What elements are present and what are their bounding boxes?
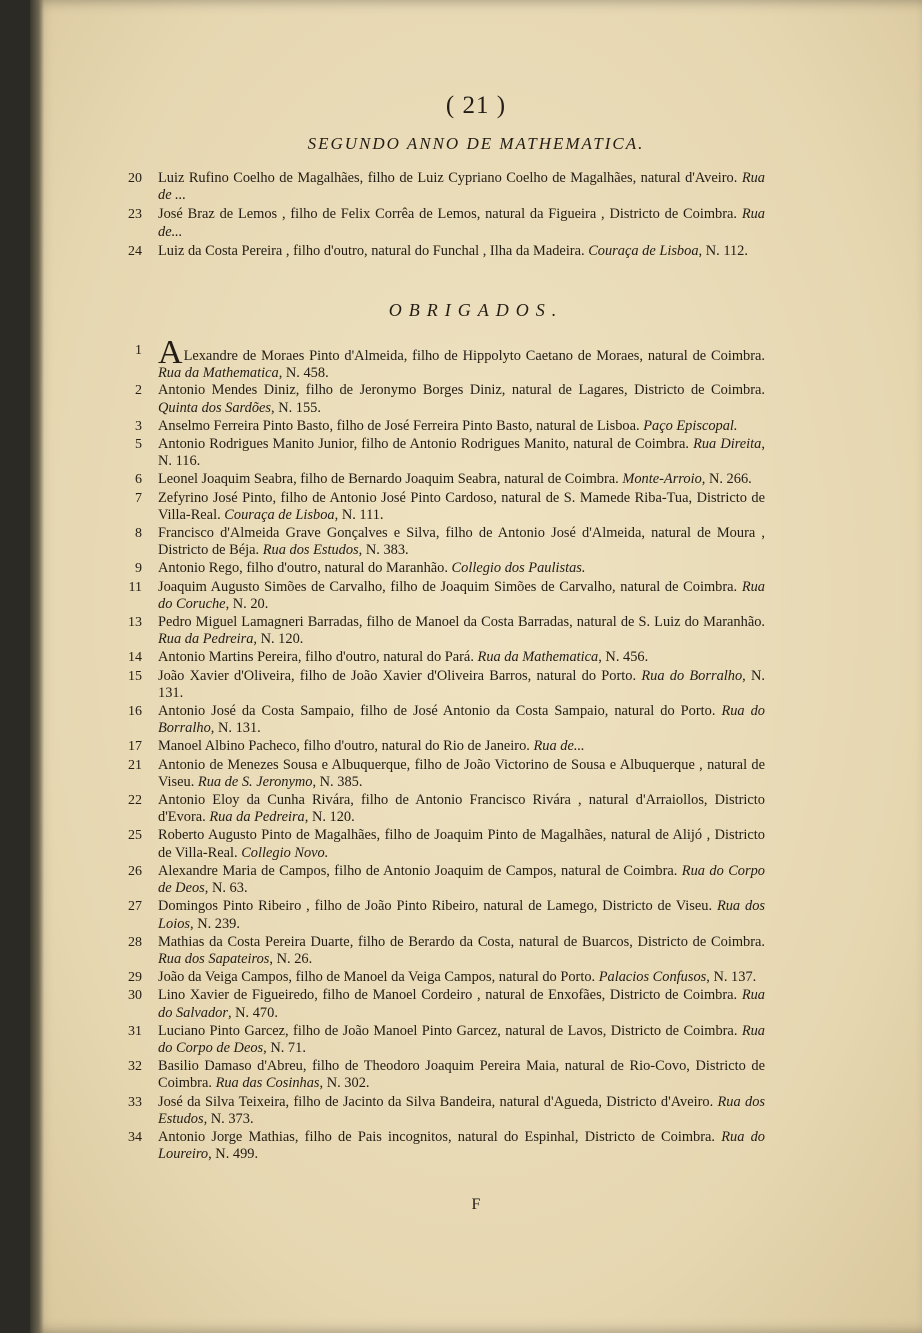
entry-text	[158, 792, 765, 826]
entry-house-number: , N. 131.	[210, 720, 261, 737]
entry-description: Roberto Augusto Pinto de Magalhães, filho de Joaquim Pinto de Magalhães, natural de Alijó , Districto de Villa-Real.	[158, 827, 765, 861]
entry-text	[158, 418, 765, 435]
entry-house-number: , N. 112.	[698, 242, 748, 259]
list-item	[120, 703, 765, 737]
entry-description: Luciano Pinto Garcez, filho de João Manoel Pinto Garcez, natural de Lavos, Districto de Coimbra.	[158, 1022, 742, 1039]
entry-number: 23	[128, 207, 142, 223]
section-title-obrigados: OBRIGADOS.	[388, 300, 564, 320]
list-item	[120, 436, 765, 470]
entry-description: José da Silva Teixeira, filho de Jacinto da Silva Bandeira, natural d'Agueda, Districto d'Aveiro.	[158, 1093, 718, 1110]
entry-text	[158, 490, 765, 524]
entry-number: 7	[135, 490, 142, 506]
entry-house-number: , N. 111.	[334, 506, 384, 523]
entry-house-number: , N. 239.	[190, 915, 240, 932]
list-item	[120, 206, 765, 240]
entry-number: 25	[128, 828, 142, 844]
entry-description: Luiz da Costa Pereira , filho d'outro, natural do Funchal , Ilha da Madeira.	[158, 242, 589, 259]
list-item	[120, 1023, 765, 1057]
list-item	[120, 382, 765, 416]
entry-house-number: , N. 120.	[253, 631, 304, 648]
entry-description: João da Veiga Campos, filho de Manoel da Veiga Campos, natural do Porto.	[158, 969, 599, 986]
entry-description: Domingos Pinto Ribeiro , filho de João Pinto Ribeiro, natural de Lamego, Districto de Viseu.	[158, 898, 717, 915]
entry-description: Antonio Martins Pereira, filho d'outro, natural do Pará.	[158, 649, 478, 666]
entry-text	[158, 334, 765, 382]
entry-text	[158, 827, 765, 861]
entry-address: Quinta dos Sardões	[158, 399, 271, 416]
entry-text	[158, 1058, 765, 1092]
entry-number: 9	[135, 561, 142, 577]
entry-address: Rua Direita	[693, 436, 762, 453]
entry-text	[158, 206, 765, 240]
entry-number: 34	[128, 1129, 142, 1145]
entry-number: 33	[128, 1094, 142, 1110]
entry-house-number: , N. 20.	[225, 595, 269, 612]
entry-description: Joaquim Augusto Simões de Carvalho, filho de Joaquim Simões de Carvalho, natural de Coimbra.	[158, 578, 742, 595]
entry-number: 3	[135, 418, 142, 434]
book-gutter	[30, 0, 44, 1333]
entry-description: Francisco d'Almeida Grave Gonçalves e Silva, filho de Antonio José d'Almeida, natural de Moura , Districto de Béja.	[158, 525, 765, 559]
entry-number: 31	[128, 1023, 142, 1039]
entry-address: Palacios Confusos	[598, 969, 707, 986]
entry-description: Antonio Mendes Diniz, filho de Jeronymo Borges Diniz, natural de Lagares, Districto de Coimbra.	[158, 382, 765, 399]
entry-house-number: , N. 155.	[271, 399, 321, 416]
entry-address: Rua da Pedreira	[158, 631, 254, 648]
entry-description: Anselmo Ferreira Pinto Basto, filho de José Ferreira Pinto Basto, natural de Lisboa.	[158, 417, 644, 434]
entry-address: Rua do Borralho	[641, 667, 743, 684]
list-item	[120, 863, 765, 897]
entry-house-number: , N. 456.	[598, 649, 649, 666]
list-item	[120, 934, 765, 968]
entry-address: Rua do Corpo de Deos	[158, 862, 765, 897]
entry-number: 30	[128, 988, 142, 1004]
section-obrigados-list	[120, 334, 766, 1163]
entry-house-number: , N. 458.	[278, 365, 329, 382]
entry-number: 32	[128, 1059, 142, 1075]
entry-house-number: , N. 383.	[358, 542, 409, 559]
entry-text	[158, 1094, 765, 1128]
list-item	[120, 649, 765, 666]
entry-text	[158, 987, 765, 1021]
entry-text	[158, 1129, 765, 1163]
entry-text	[158, 703, 765, 737]
entry-address: Rua do Loureiro	[158, 1128, 765, 1163]
list-item	[120, 614, 765, 648]
entry-address: Rua do Salvador	[158, 987, 765, 1021]
entry-address: Rua de ...	[158, 170, 765, 204]
drop-capital: A	[158, 334, 183, 371]
entry-description: Zefyrino José Pinto, filho de Antonio José Pinto Cardoso, natural de S. Mamede Riba-Tua, Districto de Villa-Real.	[158, 489, 765, 523]
entry-address: Rua de...	[158, 206, 765, 240]
entry-address: Rua dos Estudos	[262, 542, 359, 559]
entry-description: Antonio Rego, filho d'outro, natural do Maranhão.	[158, 560, 452, 577]
list-item	[120, 418, 765, 435]
entry-number: 15	[128, 668, 142, 684]
section-title-segundo-anno: SEGUNDO ANNO DE MATHEMATICA.	[307, 134, 645, 153]
entry-number: 24	[128, 243, 142, 259]
entry-address: Rua das Cosinhas	[215, 1075, 320, 1092]
entry-description: Alexandre Maria de Campos, filho de Antonio Joaquim de Campos, natural de Coimbra.	[158, 862, 682, 879]
entry-address: Rua da Pedreira	[209, 809, 305, 826]
signature-mark: F	[471, 1196, 481, 1213]
entry-address: Rua dos Estudos	[158, 1093, 765, 1127]
entry-text	[158, 579, 765, 613]
entry-description: Antonio José da Costa Sampaio, filho de José Antonio da Costa Sampaio, natural do Porto.	[158, 703, 722, 720]
list-item	[120, 490, 765, 524]
entry-description: Lino Xavier de Figueiredo, filho de Manoel Cordeiro , natural de Enxofães, Districto de Coimbra.	[158, 987, 742, 1004]
entry-address: Monte-Arroio	[622, 471, 702, 488]
entry-description: Luiz Rufino Coelho de Magalhães, filho de Luiz Cypriano Coelho de Magalhães, natural d'Aveiro.	[158, 170, 742, 186]
entry-description: Antonio Rodrigues Manito Junior, filho de Antonio Rodrigues Manito, natural de Coimbra.	[158, 436, 694, 453]
entry-number: 27	[128, 899, 142, 915]
entry-address: Rua dos Sapateiros	[158, 950, 270, 967]
entry-house-number: , N. 499.	[208, 1146, 259, 1163]
entry-address: Rua da Mathematica	[477, 649, 599, 666]
entry-description: João Xavier d'Oliveira, filho de João Xavier d'Oliveira Barros, natural do Porto.	[158, 667, 642, 684]
list-item	[120, 579, 765, 613]
list-item	[120, 969, 765, 986]
entry-address: Rua do Coruche	[158, 578, 765, 612]
entry-number: 22	[128, 793, 142, 809]
entry-description: Pedro Miguel Lamagneri Barradas, filho de Manoel da Costa Barradas, natural de S. Luiz do Maranhão.	[158, 614, 765, 631]
entry-description: Antonio Jorge Mathias, filho de Pais incognitos, natural do Espinhal, Districto de Coimbra.	[158, 1128, 722, 1145]
list-item	[120, 792, 765, 826]
entry-address: Couraça de Lisboa	[224, 506, 335, 523]
entry-house-number: , N. 470.	[227, 1004, 278, 1021]
entry-house-number: , N. 26.	[269, 950, 313, 967]
entry-text	[158, 649, 765, 666]
list-item	[120, 170, 765, 204]
entry-number: 11	[128, 579, 142, 595]
page-number: ( 21 )	[445, 92, 507, 119]
entry-number: 14	[128, 650, 142, 666]
entry-description: Antonio Eloy da Cunha Rivára, filho de Antonio Francisco Rivára , natural d'Arraiollos, Districto d'Evora.	[158, 792, 765, 826]
entry-house-number: , N. 131.	[158, 667, 766, 701]
entry-house-number: , N. 116.	[158, 436, 765, 470]
entry-text	[158, 382, 765, 416]
entry-text	[158, 614, 765, 648]
entry-number: 8	[135, 526, 142, 542]
list-item	[120, 827, 765, 861]
entry-address: Rua do Borralho	[158, 703, 765, 737]
list-item	[120, 1129, 765, 1163]
entry-text	[158, 668, 765, 702]
entry-number: 17	[128, 739, 142, 755]
entry-house-number: , N. 266.	[701, 471, 752, 488]
list-item	[120, 1058, 765, 1092]
entry-text	[158, 170, 765, 204]
list-item	[120, 987, 765, 1021]
list-item	[120, 898, 765, 932]
entry-number: 26	[128, 863, 142, 879]
entry-text	[158, 560, 765, 577]
entry-address: Rua da Mathematica	[158, 365, 279, 382]
entry-text	[158, 436, 765, 470]
entry-house-number: , N. 120.	[304, 809, 355, 826]
entry-description: José Braz de Lemos , filho de Felix Corrêa de Lemos, natural da Figueira , Districto de Coimbra.	[158, 206, 742, 223]
entry-number: 2	[135, 383, 142, 399]
list-item	[120, 471, 765, 488]
entry-description: Lexandre de Moraes Pinto d'Almeida, filho de Hippolyto Caetano de Moraes, natural de Coimbra.	[183, 348, 765, 364]
entry-number: 13	[128, 615, 142, 631]
entry-description: Antonio de Menezes Sousa e Albuquerque, filho de João Victorino de Sousa e Albuquerque , natural de Viseu.	[158, 756, 765, 790]
entry-house-number: , N. 63.	[204, 880, 248, 897]
entry-number: 20	[128, 171, 142, 186]
entry-description: Leonel Joaquim Seabra, filho de Bernardo Joaquim Seabra, natural de Coimbra.	[158, 471, 623, 488]
entry-text	[158, 243, 765, 260]
entry-number: 1	[135, 343, 142, 358]
entry-number: 29	[128, 970, 142, 986]
entry-text	[158, 1023, 765, 1057]
entry-number: 28	[128, 934, 142, 950]
entry-address: Rua de...	[533, 738, 585, 755]
entry-number: 16	[128, 704, 142, 720]
list-item	[120, 1094, 765, 1128]
entry-address: Rua dos Loios	[158, 898, 765, 932]
section-segundo-anno-list	[120, 170, 765, 260]
entry-address: Collegio Novo.	[241, 844, 329, 861]
entry-text	[158, 757, 765, 791]
list-item	[120, 243, 765, 260]
list-item	[120, 738, 765, 755]
entry-number: 21	[128, 757, 142, 773]
entry-text	[158, 969, 765, 986]
entry-text	[158, 863, 765, 897]
entry-text	[158, 898, 765, 932]
entry-address: Collegio dos Paulistas.	[451, 560, 586, 577]
list-item	[120, 668, 765, 702]
entry-house-number: , N. 302.	[319, 1075, 370, 1092]
entry-number: 5	[135, 437, 142, 453]
entry-house-number: , N. 137.	[706, 969, 757, 986]
entry-address: Couraça de Lisboa	[588, 242, 699, 259]
list-item	[120, 525, 765, 559]
entry-description: Mathias da Costa Pereira Duarte, filho de Berardo da Costa, natural de Buarcos, Districto de Coimbra.	[158, 933, 765, 950]
list-item	[120, 334, 765, 382]
list-item	[120, 757, 765, 791]
entry-address: Rua de S. Jeronymo	[197, 773, 313, 790]
entry-address: Paço Episcopal.	[643, 417, 738, 434]
entry-description: Basilio Damaso d'Abreu, filho de Theodoro Joaquim Pereira Maia, natural de Rio-Covo, Districto de Coimbra.	[158, 1058, 765, 1092]
entry-text	[158, 934, 765, 968]
book-page	[30, 0, 922, 1333]
entry-description: Manoel Albino Pacheco, filho d'outro, natural do Rio de Janeiro.	[158, 738, 534, 755]
entry-address: Rua do Corpo de Deos	[158, 1022, 765, 1056]
entry-house-number: , N. 71.	[263, 1039, 306, 1056]
entry-house-number: , N. 373.	[203, 1110, 254, 1127]
list-item	[120, 560, 765, 577]
entry-number: 6	[135, 472, 142, 488]
entry-house-number: , N. 385.	[312, 773, 363, 790]
entry-text	[158, 738, 765, 755]
entry-text	[158, 471, 765, 488]
entry-text	[158, 525, 765, 559]
